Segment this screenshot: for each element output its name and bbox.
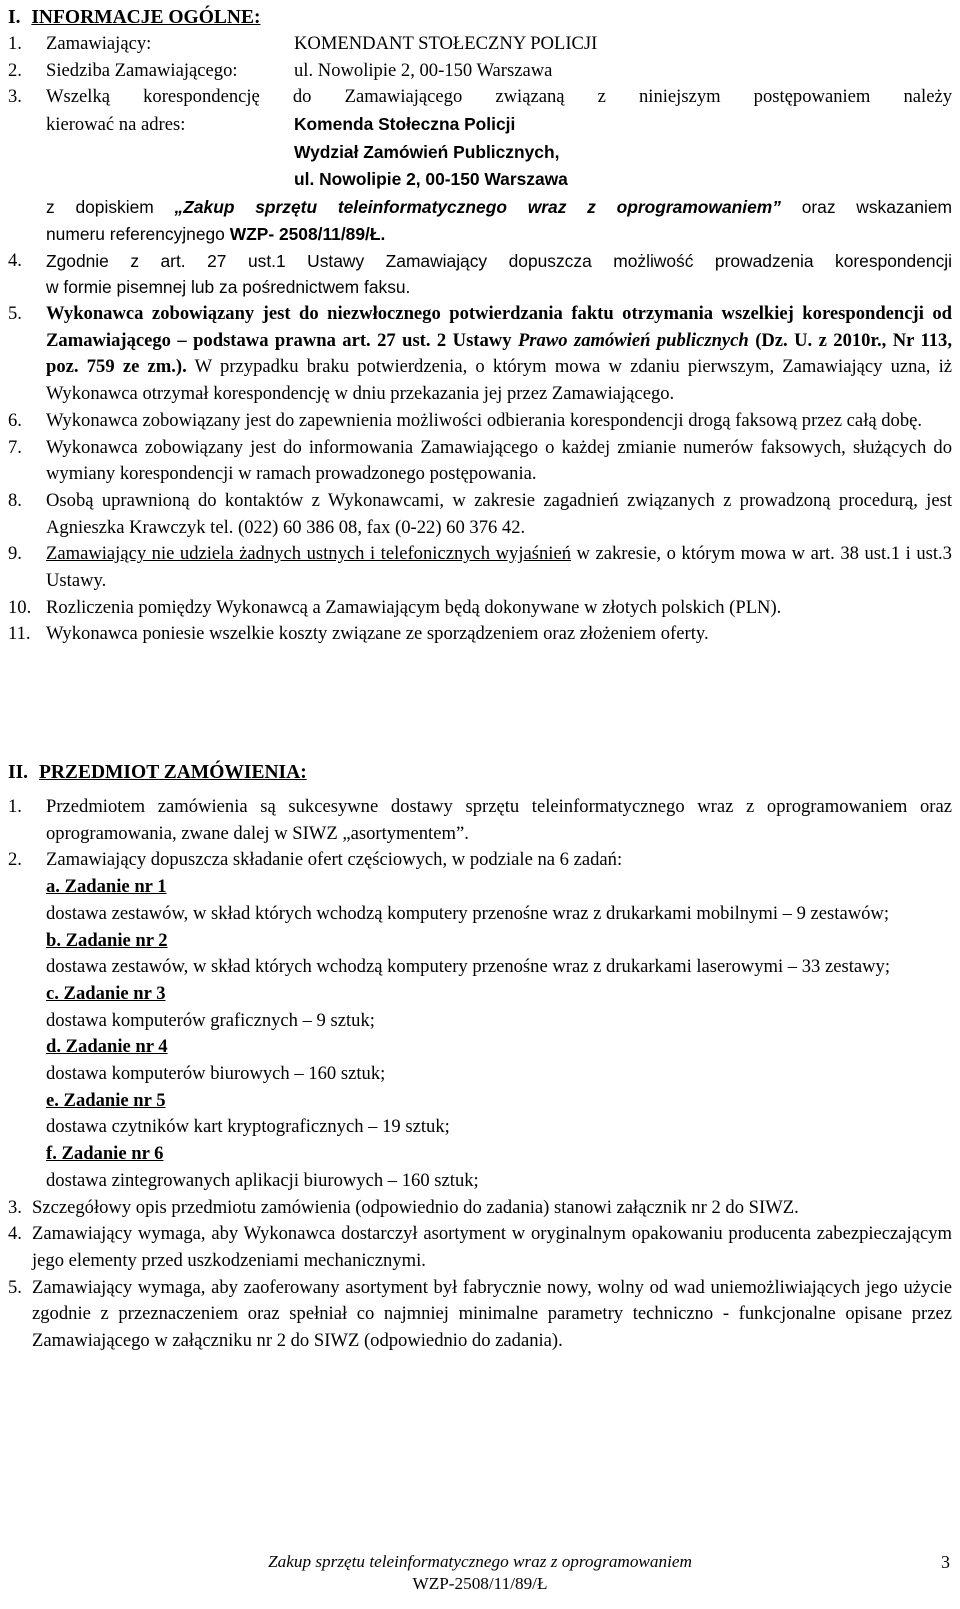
field-label: kierować na adres: (46, 114, 186, 136)
task-heading: a. Zadanie nr 1 (46, 876, 167, 898)
field-label: Zamawiający: (46, 33, 152, 54)
task-heading: c. Zadanie nr 3 (46, 982, 166, 1004)
section-subject-of-order (8, 760, 952, 1355)
task-block (46, 874, 952, 927)
task-heading: b. Zadanie nr 2 (46, 929, 168, 951)
list-item: 4. Zamawiający wymaga, aby Wykonawca dostarczył asortyment w oryginalnym opakowaniu producenta zabezpieczającym jego elementy przed uszkodzeniami mechanicznymi. (8, 1223, 952, 1271)
page-number: 3 (941, 1552, 950, 1572)
field-label: Siedziba Zamawiającego: (46, 59, 238, 81)
list-item: 10. Rozliczenia pomiędzy Wykonawcą a Zamawiającym będą dokonywane w złotych polskich (PLN). (8, 596, 782, 618)
list-item: 8. Osobą uprawnioną do kontaktów z Wykonawcami, w zakresie zagadnień związanych z prowadzoną procedurą, jest Agnieszka Krawczyk tel. (022) 60 386 08, fax (0-22) 60 376 42. (8, 489, 952, 538)
list-item: 7. Wykonawca zobowiązany jest do informowania Zamawiającego o każdej zmianie numerów faksowych, służących do wymiany korespondencji w ramach prowadzonego postępowania. (8, 436, 952, 485)
list-item: 6. Wykonawca zobowiązany jest do zapewnienia możliwości odbierania korespondencji drogą faksową przez całą dobę. (8, 409, 923, 431)
address-line: Wydział Zamówień Publicznych, (294, 141, 560, 162)
section-title: INFORMACJE OGÓLNE: (31, 7, 261, 28)
list-item: 5. Wykonawca zobowiązany jest do niezwłocznego potwierdzania faktu otrzymania wszelkiej korespondencji od Zamawiającego – podstawa prawna art. 27 ust. 2 Ustawy Prawo zamówień publicznych (Dz. U. z 2010r., Nr 113, poz. 759 ze zm.). W przypadku braku potwierdzenia, o którym mowa w zdaniu pierwszym, Zamawiający uzna, iż Wykonawca otrzymał korespondencję w dniu przekazania jej przez Zamawiającego. (8, 303, 952, 405)
task-description: dostawa zestawów, w skład których wchodzą komputery przenośne wraz z drukarkami mobilnymi – 9 zestawów; (46, 902, 890, 924)
list-item: 5. Zamawiający wymaga, aby zaoferowany asortyment był fabrycznie nowy, wolny od wad uniemożliwiających jego użycie zgodnie z przeznaczeniem oraz spełniał co najmniej minimalne parametry techniczno - funkcjonalne opisane przez Zamawiającego w załączniku nr 2 do SIWZ (odpowiednio do zadania). (8, 1276, 952, 1352)
task-block (46, 928, 952, 981)
section-title: PRZEDMIOT ZAMÓWIENIA: (38, 762, 307, 783)
list-item: 3. Wszelką korespondencję do Zamawiającego związaną z niniejszym postępowaniem należy kierować na adres: Komenda Stołeczna Policji Wydział Zamówień Publicznych, ul. Nowolipie 2, 00-150 Warszawa z dopiskiem „Zakup sprzętu teleinformatycznego wraz z oprogramowaniem” oraz wskazaniem numeru referencyjnego WZP- 2508/11/89/Ł. (8, 86, 952, 244)
list-item: 1. Zamawiający: KOMENDANT STOŁECZNY POLICJI (8, 31, 952, 58)
list-item: 1. Przedmiotem zamówienia są sukcesywne dostawy sprzętu teleinformatycznego wraz z oprogramowaniem oraz oprogramowania, zwane dalej w SIWZ „asortymentem”. (8, 796, 952, 844)
address-line: ul. Nowolipie 2, 00-150 Warszawa (294, 168, 568, 189)
task-heading: e. Zadanie nr 5 (46, 1089, 166, 1111)
task-block (46, 981, 952, 1034)
task-heading: f. Zadanie nr 6 (46, 1143, 164, 1165)
task-block (46, 1034, 952, 1087)
list-item: 3. Szczegółowy opis przedmiotu zamówienia (odpowiednio do zadania) stanowi załącznik nr 2 do SIWZ. (8, 1196, 799, 1218)
address-line: Komenda Stołeczna Policji (294, 114, 516, 135)
task-heading: d. Zadanie nr 4 (46, 1036, 168, 1058)
task-description: dostawa komputerów biurowych – 160 sztuk; (46, 1063, 386, 1085)
list-item: 4. Zgodnie z art. 27 ust.1 Ustawy Zamawiający dopuszcza możliwość prowadzenia korespondencji w formie pisemnej lub za pośrednictwem faksu. (8, 249, 952, 298)
task-description: dostawa czytników kart kryptograficznych – 19 sztuk; (46, 1116, 450, 1138)
page-footer (8, 1551, 952, 1595)
task-block (46, 1088, 952, 1141)
list-item: 11. Wykonawca poniesie wszelkie koszty związane ze sporządzeniem oraz złożeniem oferty. (8, 623, 709, 645)
document-page (8, 0, 956, 1609)
task-block (46, 1141, 952, 1194)
list-item: 9. Zamawiający nie udziela żadnych ustnych i telefonicznych wyjaśnień w zakresie, o którym mowa w art. 38 ust.1 i ust.3 Ustawy. (8, 543, 952, 592)
section-heading (8, 760, 952, 786)
reference-number: WZP- 2508/11/89/Ł. (229, 223, 386, 244)
list-item: 2. Siedziba Zamawiającego: ul. Nowolipie 2, 00-150 Warszawa (8, 58, 952, 85)
section-heading (8, 5, 952, 31)
list-item: 2. Zamawiający dopuszcza składanie ofert częściowych, w podziale na 6 zadań: a. Zadanie nr 1 dostawa zestawów, w skład których wchodzą komputery przenośne wraz z drukarkami mobilnymi – 9 zestawów; b. Zadanie nr 2 dostawa zestawów, w skład których wchodzą komputery przenośne wraz z drukarkami laserowymi – 33 zestawy; c. Zadanie nr 3 dostawa komputerów graficznych – 9 sztuk; d. Zadanie nr 4 dostawa komputerów biurowych – 160 sztuk; e. Zadanie nr 5 dostawa czytników kart kryptograficznych – 19 sztuk; f. Zadanie nr 6 dostawa zintegrowanych aplikacji biurowych – 160 sztuk; (8, 847, 952, 1194)
section-general-info (8, 5, 952, 648)
section-number: I. (8, 7, 21, 28)
task-description: dostawa komputerów graficznych – 9 sztuk; (46, 1009, 375, 1031)
field-value: ul. Nowolipie 2, 00-150 Warszawa (294, 59, 553, 81)
footer-title: Zakup sprzętu teleinformatycznego wraz z oprogramowaniem (268, 1552, 692, 1571)
task-description: dostawa zintegrowanych aplikacji biurowych – 160 sztuk; (46, 1169, 479, 1191)
task-description: dostawa zestawów, w skład których wchodzą komputery przenośne wraz z drukarkami laserowymi – 33 zestawy; (46, 956, 891, 978)
subject-quote: „Zakup sprzętu teleinformatycznego wraz z oprogramowaniem” (174, 197, 781, 218)
footer-reference: WZP-2508/11/89/Ł (412, 1574, 548, 1593)
field-value: KOMENDANT STOŁECZNY POLICJI (294, 33, 598, 54)
section-number: II. (8, 762, 29, 783)
